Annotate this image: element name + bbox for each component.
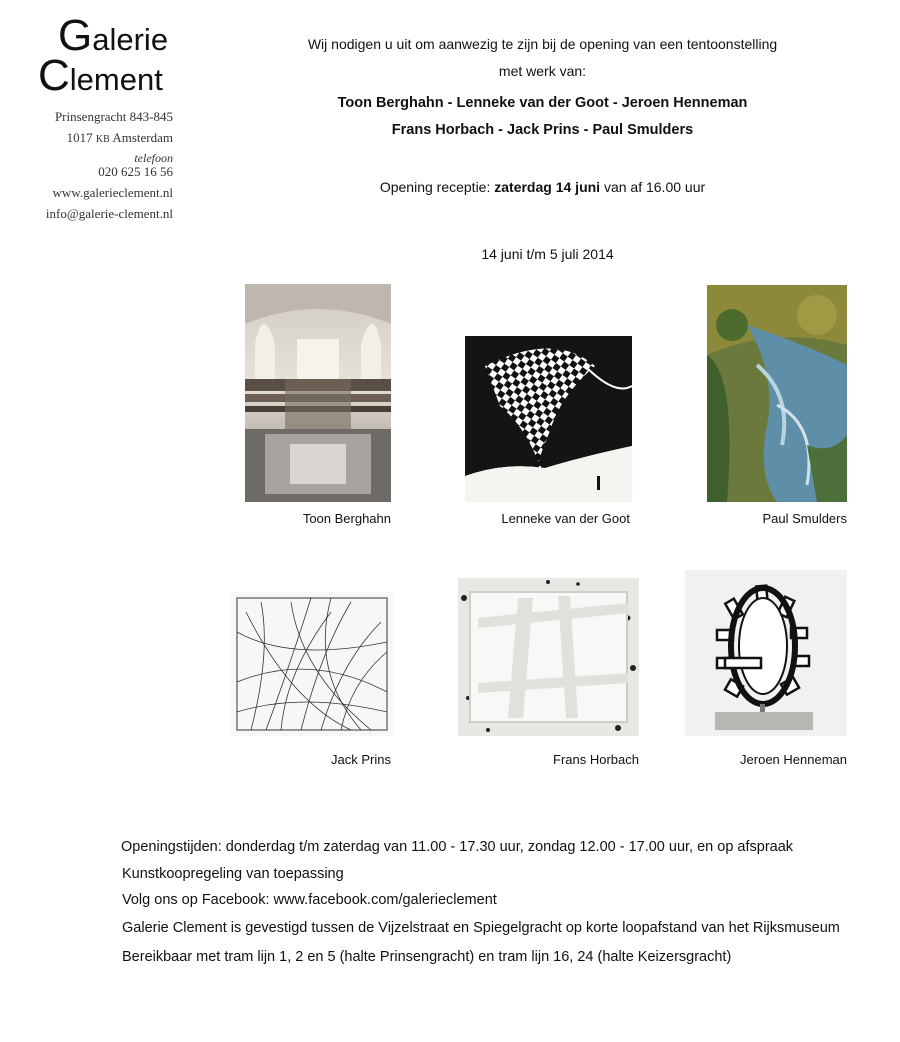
opening-prefix: Opening receptie: — [379, 179, 495, 195]
logo-letter-c: C — [38, 51, 70, 100]
phone-label: telefoon — [134, 151, 173, 165]
address-postcode-letters: KB — [95, 134, 110, 145]
artwork-caption-jack-prins: Jack Prins — [331, 752, 391, 767]
address-postcode: 1017 — [66, 130, 93, 145]
opening-suffix: van af 16.00 uur — [600, 179, 706, 195]
address-city-name: Amsterdam — [112, 130, 173, 145]
phone-number: 020 625 16 56 — [98, 164, 173, 179]
artwork-image-toon-berghahn — [245, 284, 391, 502]
artwork-caption-jeroen-henneman: Jeroen Henneman — [740, 752, 847, 767]
tram-info: Bereikbaar met tram lijn 1, 2 en 5 (halte Prinsengracht) en tram lijn 16, 24 (halte Keizersgracht) — [122, 949, 732, 965]
invitation-line-2: met werk van: — [498, 63, 587, 79]
exhibition-dates: 14 juni t/m 5 juli 2014 — [481, 246, 614, 262]
invitation-line-1: Wij nodigen u uit om aanwezig te zijn bij de opening van een tentoonstelling — [307, 36, 778, 52]
logo-letter-g: G — [58, 11, 93, 60]
logo-word-lement: lement — [69, 62, 163, 97]
opening-hours: Openingstijden: donderdag t/m zaterdag van 11.00 - 17.30 uur, zondag 12.00 - 17.00 uur, en op afspraak — [121, 839, 794, 855]
artwork-caption-frans-horbach: Frans Horbach — [553, 752, 639, 767]
website-link[interactable]: www.galerieclement.nl — [52, 185, 173, 200]
artwork-caption-lenneke-van-der-goot: Lenneke van der Goot — [501, 511, 630, 526]
artwork-image-jeroen-henneman — [685, 570, 847, 736]
artists-line-2: Frans Horbach - Jack Prins - Paul Smulders — [391, 122, 694, 138]
kunstkoop-info: Kunstkoopregeling van toepassing — [122, 866, 344, 882]
opening-date: zaterdag 14 juni — [494, 179, 601, 195]
logo-word-alerie: alerie — [92, 22, 169, 57]
artists-line-1: Toon Berghahn - Lenneke van der Goot - Jeroen Henneman — [337, 95, 748, 111]
artwork-image-frans-horbach — [458, 578, 639, 736]
email-link[interactable]: info@galerie-clement.nl — [45, 206, 173, 221]
artwork-image-jack-prins — [231, 592, 393, 736]
opening-reception — [0, 179, 900, 195]
artwork-caption-toon-berghahn: Toon Berghahn — [302, 511, 391, 526]
artwork-image-paul-smulders — [707, 285, 847, 502]
facebook-info: Volg ons op Facebook: www.facebook.com/galerieclement — [122, 892, 497, 908]
gallery-logo — [36, 11, 176, 100]
location-info: Galerie Clement is gevestigd tussen de Vijzelstraat en Spiegelgracht op korte loopafstand van het Rijksmuseum — [122, 920, 840, 936]
address-street: Prinsengracht 843-845 — [54, 109, 173, 124]
artwork-caption-paul-smulders: Paul Smulders — [762, 511, 847, 526]
artwork-image-lenneke-van-der-goot — [465, 336, 632, 502]
